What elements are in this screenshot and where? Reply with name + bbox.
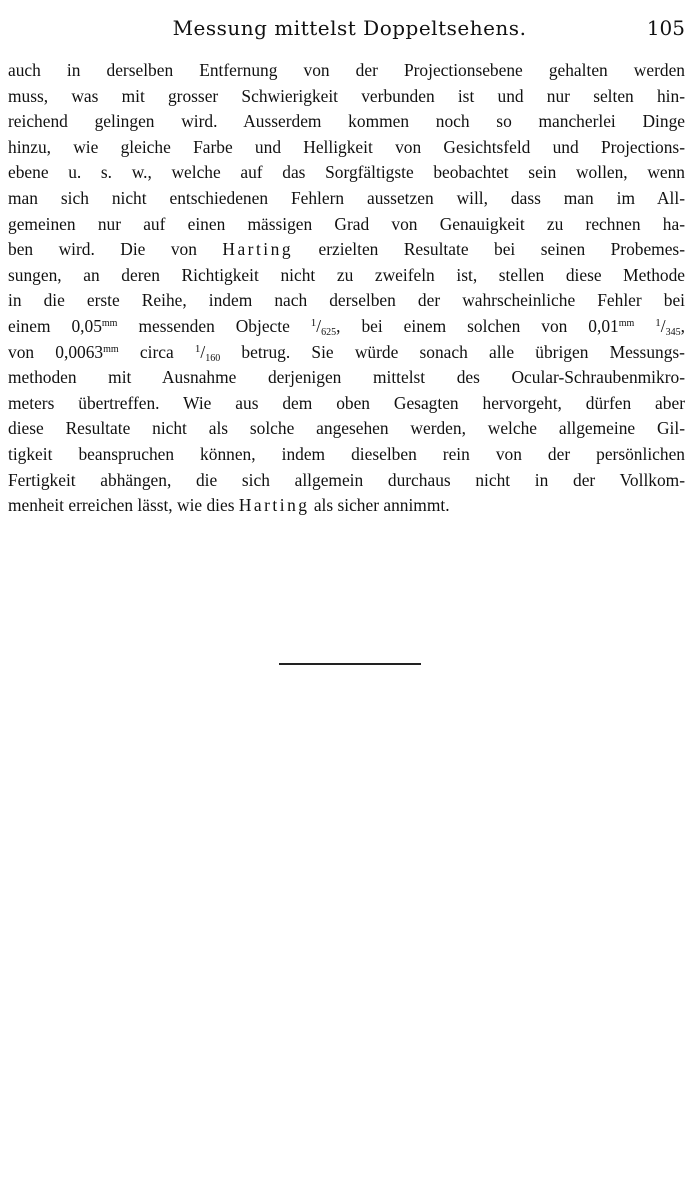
line-text: meters übertreffen. Wie aus dem oben Gesagten hervorgeht, dürfen aber — [8, 392, 685, 413]
line-text: circa — [139, 341, 174, 362]
unit-superscript: mm — [618, 317, 635, 329]
text-line — [8, 186, 685, 212]
line-text: gemeinen nur auf einen mässigen Grad von Genauigkeit zu rechnen ha- — [8, 213, 685, 234]
text-line — [8, 493, 685, 519]
fraction-slash: / — [316, 315, 322, 336]
text-line — [8, 135, 685, 161]
unit-superscript: mm — [103, 343, 119, 355]
fraction-slash: / — [200, 341, 206, 362]
fraction-numerator: 1 — [310, 316, 317, 329]
text-line — [8, 212, 685, 238]
text-line — [8, 288, 685, 314]
text-line — [8, 391, 685, 417]
line-text: methoden mit Ausnahme derjenigen mittelst des Ocular-Schraubenmikro- — [8, 367, 685, 388]
line-text: als sicher annimmt. — [313, 495, 450, 516]
text-line — [8, 58, 685, 84]
running-header — [0, 16, 699, 44]
line-text: tigkeit beanspruchen können, indem dieselben rein von der persönlichen — [8, 443, 685, 464]
text-line — [8, 237, 685, 263]
line-text: ben wird. Die von — [8, 239, 197, 260]
line-text: von 0,0063 — [8, 341, 104, 362]
line-text: hinzu, wie gleiche Farbe und Helligkeit von Gesichtsfeld und Projections- — [8, 136, 685, 157]
line-text: erzielten Resultate bei seinen Probemes- — [318, 239, 685, 260]
text-line — [8, 160, 685, 186]
line-text: Fertigkeit abhängen, die sich allgemein durchaus nicht in der Vollkom- — [8, 469, 685, 490]
fraction-denominator: 345 — [665, 326, 681, 338]
line-text: auch in derselben Entfernung von der Projectionsebene gehalten werden — [8, 60, 685, 80]
section-divider-rule — [279, 663, 421, 665]
line-text: menheit erreichen lässt, wie dies — [8, 495, 235, 516]
fraction-numerator: 1 — [655, 316, 661, 329]
fraction-denominator: 160 — [205, 352, 221, 364]
author-name-harting: Harting — [238, 495, 310, 516]
line-text: einem 0,05 — [8, 315, 102, 336]
line-text: , bei einem solchen von 0,01 — [336, 315, 619, 336]
body-paragraph — [8, 58, 685, 519]
line-text: , — [680, 315, 685, 336]
page-number: 105 — [646, 16, 685, 40]
line-text: messenden Objecte — [138, 315, 290, 336]
line-text: sungen, an deren Richtigkeit nicht zu zweifeln ist, stellen diese Methode — [8, 264, 685, 285]
line-text: in die erste Reihe, indem nach derselben der wahrscheinliche Fehler bei — [8, 290, 685, 311]
header-title: Messung mittelst Doppeltsehens. — [172, 16, 527, 40]
fraction-denominator: 625 — [321, 326, 337, 338]
line-text: diese Resultate nicht als solche angesehen werden, welche allgemeine Gil- — [8, 418, 685, 439]
text-line — [8, 365, 685, 391]
text-line — [8, 442, 685, 468]
line-text: reichend gelingen wird. Ausserdem kommen noch so mancherlei Dinge — [8, 111, 685, 132]
line-text: ebene u. s. w., welche auf das Sorgfältigste beobachtet sein wollen, wenn — [8, 162, 685, 183]
text-line — [8, 314, 685, 340]
text-line — [8, 109, 685, 135]
text-line — [8, 416, 685, 442]
unit-superscript: mm — [101, 317, 118, 329]
text-line — [8, 84, 685, 110]
author-name-harting: Harting — [222, 239, 294, 260]
line-text: betrug. Sie würde sonach alle übrigen Messungs- — [241, 341, 685, 362]
fraction-numerator: 1 — [194, 342, 201, 355]
line-text: man sich nicht entschiedenen Fehlern aussetzen will, dass man im All- — [8, 187, 685, 208]
text-line — [8, 340, 685, 366]
text-line — [8, 263, 685, 289]
text-line — [8, 468, 685, 494]
line-text: muss, was mit grosser Schwierigkeit verbunden ist und nur selten hin- — [8, 85, 685, 106]
fraction-slash: / — [660, 315, 666, 336]
